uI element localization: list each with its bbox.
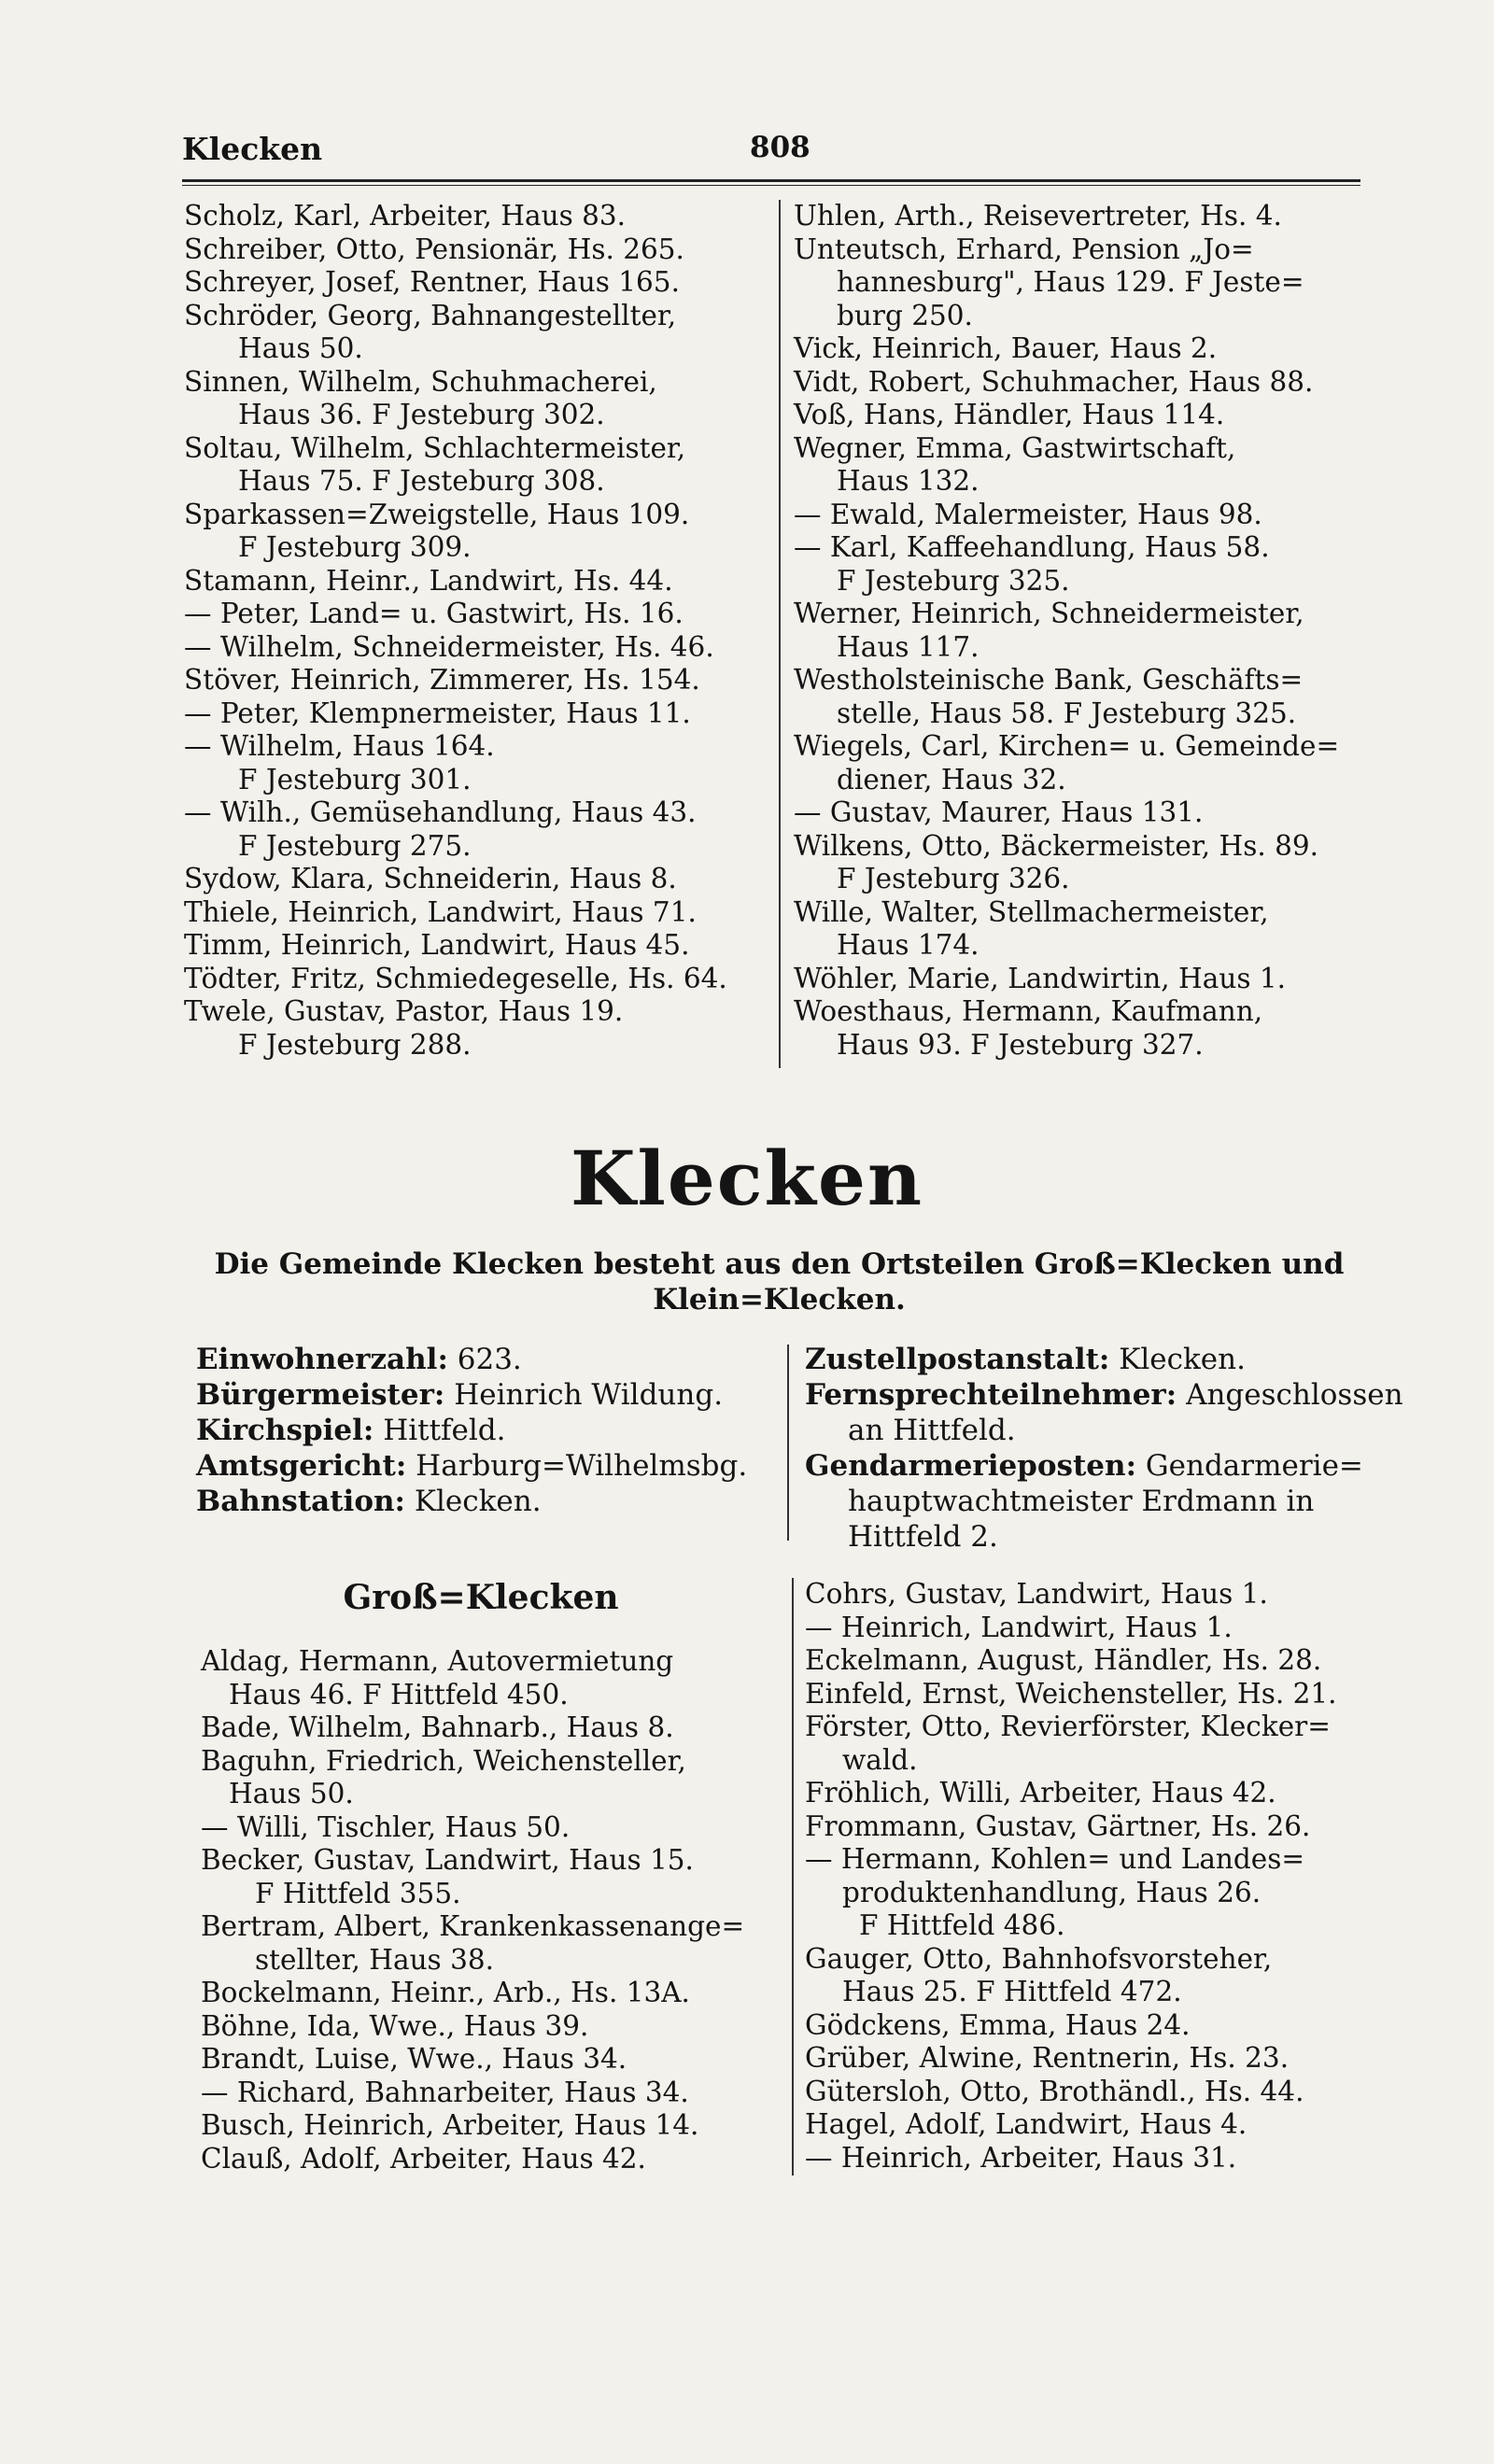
upper-left-column (184, 200, 727, 1062)
info-row-population (196, 1342, 747, 1377)
list-item: Haus 93. F Jesteburg 327. (837, 1028, 1204, 1061)
page-number: 808 (750, 131, 810, 164)
list-item: produktenhandlung, Haus 26. (842, 1876, 1261, 1908)
info-row-post-office (805, 1342, 1403, 1377)
list-item: Scholz, Karl, Arbeiter, Haus 83. (184, 200, 626, 232)
info-label: Amtsgericht: (196, 1449, 407, 1483)
list-item: Westholsteinische Bank, Geschäfts= (794, 664, 1304, 696)
list-item: Vidt, Robert, Schuhmacher, Haus 88. (794, 365, 1314, 398)
list-item: wald. (842, 1743, 918, 1776)
list-item: F Hittfeld 355. (255, 1877, 461, 1909)
list-item: F Hittfeld 486. (859, 1909, 1065, 1941)
lower-right-column (805, 1578, 1337, 2175)
list-item: Eckelmann, August, Händler, Hs. 28. (805, 1644, 1322, 1676)
list-item: Sydow, Klara, Schneiderin, Haus 8. (184, 863, 677, 894)
info-label: Gendarmerieposten: (805, 1449, 1137, 1483)
list-item: — Wilhelm, Schneidermeister, Hs. 46. (184, 630, 714, 663)
column-divider (779, 200, 781, 1068)
list-item: Becker, Gustav, Landwirt, Haus 15. (201, 1844, 694, 1876)
list-item: Förster, Otto, Revierförster, Klecker= (805, 1711, 1331, 1742)
list-item: Sparkassen=Zweigstelle, Haus 109. (184, 498, 690, 530)
list-item: — Karl, Kaffeehandlung, Haus 58. (794, 531, 1270, 563)
info-label: Kirchspiel: (196, 1414, 374, 1447)
info-continuation: Hittfeld 2. (848, 1520, 998, 1554)
list-item: stellter, Haus 38. (255, 1943, 494, 1976)
list-item: — Peter, Land= u. Gastwirt, Hs. 16. (184, 598, 684, 629)
list-item: F Jesteburg 309. (238, 531, 472, 563)
list-item: Wilkens, Otto, Bäckermeister, Hs. 89. (794, 829, 1318, 862)
info-row-station (196, 1484, 747, 1519)
column-divider (792, 1578, 794, 2175)
list-item: Brandt, Luise, Wwe., Haus 34. (201, 2043, 627, 2075)
list-item: Haus 50. (229, 1778, 354, 1809)
list-item: Stamann, Heinr., Landwirt, Hs. 44. (184, 564, 673, 597)
list-item: Grüber, Alwine, Rentnerin, Hs. 23. (805, 2042, 1290, 2074)
running-header (182, 131, 1359, 174)
list-item: — Willi, Tischler, Haus 50. (201, 1810, 571, 1843)
list-item: Aldag, Hermann, Autovermietung (201, 1645, 674, 1677)
list-item: stelle, Haus 58. F Jesteburg 325. (837, 697, 1297, 729)
list-item: Woesthaus, Hermann, Kaufmann, (794, 995, 1263, 1027)
list-item: Haus 132. (837, 465, 980, 497)
info-value: Hittfeld. (383, 1414, 506, 1447)
info-row-mayor (196, 1377, 747, 1413)
list-item: F Jesteburg 326. (837, 863, 1070, 894)
list-item: — Richard, Bahnarbeiter, Haus 34. (201, 2076, 689, 2108)
list-item: Werner, Heinrich, Schneidermeister, (794, 598, 1304, 629)
list-item: Soltau, Wilhelm, Schlachtermeister, (184, 431, 686, 464)
list-item: Wiegels, Carl, Kirchen= u. Gemeinde= (794, 730, 1340, 762)
info-value: Klecken. (414, 1485, 542, 1518)
list-item: Gödckens, Emma, Haus 24. (805, 2008, 1191, 2041)
info-value: Heinrich Wildung. (454, 1378, 724, 1412)
list-item: Schreiber, Otto, Pensionär, Hs. 265. (184, 232, 684, 265)
list-item: — Ewald, Malermeister, Haus 98. (794, 498, 1262, 530)
list-item: F Jesteburg 301. (238, 763, 472, 796)
info-label: Bürgermeister: (196, 1378, 445, 1412)
list-item: Busch, Heinrich, Arbeiter, Haus 14. (201, 2109, 699, 2141)
list-item: Gauger, Otto, Bahnhofsvorsteher, (805, 1942, 1273, 1975)
list-item: Cohrs, Gustav, Landwirt, Haus 1. (805, 1578, 1268, 1610)
list-item: Clauß, Adolf, Arbeiter, Haus 42. (201, 2142, 646, 2175)
list-item: F Jesteburg 288. (238, 1028, 472, 1061)
info-label: Bahnstation: (196, 1485, 405, 1518)
upper-right-column (794, 200, 1339, 1062)
list-item: Baguhn, Friedrich, Weichensteller, (201, 1744, 686, 1777)
list-item: Unteutsch, Erhard, Pension „Jo= (794, 232, 1254, 265)
list-item: Bertram, Albert, Krankenkassenange= (201, 1910, 745, 1942)
list-item: F Jesteburg 325. (837, 564, 1070, 597)
list-item: Haus 25. F Hittfeld 472. (842, 1976, 1182, 2007)
place-title: Klecken (570, 1134, 924, 1222)
list-item: Vick, Heinrich, Bauer, Haus 2. (794, 332, 1218, 364)
list-item: hannesburg", Haus 129. F Jeste= (837, 266, 1304, 298)
place-info-left (196, 1342, 747, 1519)
list-item: Thiele, Heinrich, Landwirt, Haus 71. (184, 895, 697, 928)
list-item: Haus 75. F Jesteburg 308. (238, 465, 605, 497)
info-continuation: an Hittfeld. (848, 1414, 1016, 1447)
info-row-parish (196, 1413, 747, 1448)
list-item: Haus 36. F Jesteburg 302. (238, 399, 605, 430)
info-value: Harburg=Wilhelmsbg. (416, 1449, 748, 1483)
list-item: Tödter, Fritz, Schmiedegeselle, Hs. 64. (184, 962, 727, 994)
list-item: Voß, Hans, Händler, Haus 114. (794, 399, 1225, 430)
list-item: Gütersloh, Otto, Brothändl., Hs. 44. (805, 2075, 1304, 2107)
list-item: F Jesteburg 275. (238, 829, 472, 862)
list-item: Haus 46. F Hittfeld 450. (229, 1678, 569, 1711)
list-item: — Heinrich, Landwirt, Haus 1. (805, 1611, 1233, 1643)
info-label: Einwohnerzahl: (196, 1343, 448, 1376)
info-row-court (196, 1448, 747, 1484)
running-title: Klecken (182, 131, 323, 167)
info-label: Fernsprechteilnehmer: (805, 1378, 1177, 1412)
info-value: 623. (457, 1343, 522, 1376)
list-item: Haus 174. (837, 929, 980, 961)
header-rule-thin (182, 185, 1360, 186)
list-item: — Peter, Klempnermeister, Haus 11. (184, 697, 691, 729)
place-info-right (805, 1342, 1403, 1555)
list-item: — Wilh., Gemüsehandlung, Haus 43. (184, 796, 697, 828)
district-heading: Groß=Klecken (343, 1578, 619, 1617)
list-item: Haus 117. (837, 630, 980, 663)
place-intro: Die Gemeinde Klecken besteht aus den Ortsteilen Groß=Klecken und Klein=Klecken. (214, 1247, 1345, 1316)
info-label: Zustellpostanstalt: (805, 1343, 1110, 1376)
info-value: Angeschlossen (1186, 1378, 1403, 1412)
list-item: — Gustav, Maurer, Haus 131. (794, 796, 1204, 828)
list-item: — Heinrich, Arbeiter, Haus 31. (805, 2141, 1237, 2174)
info-divider (787, 1345, 789, 1541)
list-item: Einfeld, Ernst, Weichensteller, Hs. 21. (805, 1677, 1337, 1710)
info-continuation: hauptwachtmeister Erdmann in (848, 1485, 1315, 1518)
list-item: Uhlen, Arth., Reisevertreter, Hs. 4. (794, 200, 1282, 232)
list-item: Twele, Gustav, Pastor, Haus 19. (184, 995, 624, 1027)
info-row-telephone (805, 1377, 1403, 1413)
list-item: Frommann, Gustav, Gärtner, Hs. 26. (805, 1809, 1311, 1842)
list-item: Böhne, Ida, Wwe., Haus 39. (201, 2009, 589, 2042)
list-item: Bade, Wilhelm, Bahnarb., Haus 8. (201, 1711, 674, 1743)
list-item: Fröhlich, Willi, Arbeiter, Haus 42. (805, 1777, 1276, 1809)
list-item: Haus 50. (238, 332, 363, 364)
list-item: Sinnen, Wilhelm, Schuhmacherei, (184, 365, 657, 398)
info-value: Gendarmerie= (1145, 1449, 1363, 1483)
header-rule-thick (182, 179, 1360, 182)
list-item: — Wilhelm, Haus 164. (184, 730, 495, 762)
info-value: Klecken. (1119, 1343, 1246, 1376)
list-item: Timm, Heinrich, Landwirt, Haus 45. (184, 929, 690, 961)
list-item: diener, Haus 32. (837, 763, 1066, 796)
list-item: — Hermann, Kohlen= und Landes= (805, 1843, 1305, 1875)
list-item: Wegner, Emma, Gastwirtschaft, (794, 431, 1236, 464)
list-item: Schreyer, Josef, Rentner, Haus 165. (184, 266, 680, 298)
list-item: Stöver, Heinrich, Zimmerer, Hs. 154. (184, 664, 700, 696)
list-item: Wille, Walter, Stellmachermeister, (794, 895, 1269, 928)
list-item: Schröder, Georg, Bahnangestellter, (184, 299, 677, 331)
list-item: Hagel, Adolf, Landwirt, Haus 4. (805, 2108, 1247, 2140)
list-item: Wöhler, Marie, Landwirtin, Haus 1. (794, 962, 1286, 994)
list-item: burg 250. (837, 299, 973, 331)
list-item: Bockelmann, Heinr., Arb., Hs. 13A. (201, 1977, 690, 2008)
info-row-police (805, 1448, 1403, 1484)
lower-left-column (201, 1645, 744, 2175)
